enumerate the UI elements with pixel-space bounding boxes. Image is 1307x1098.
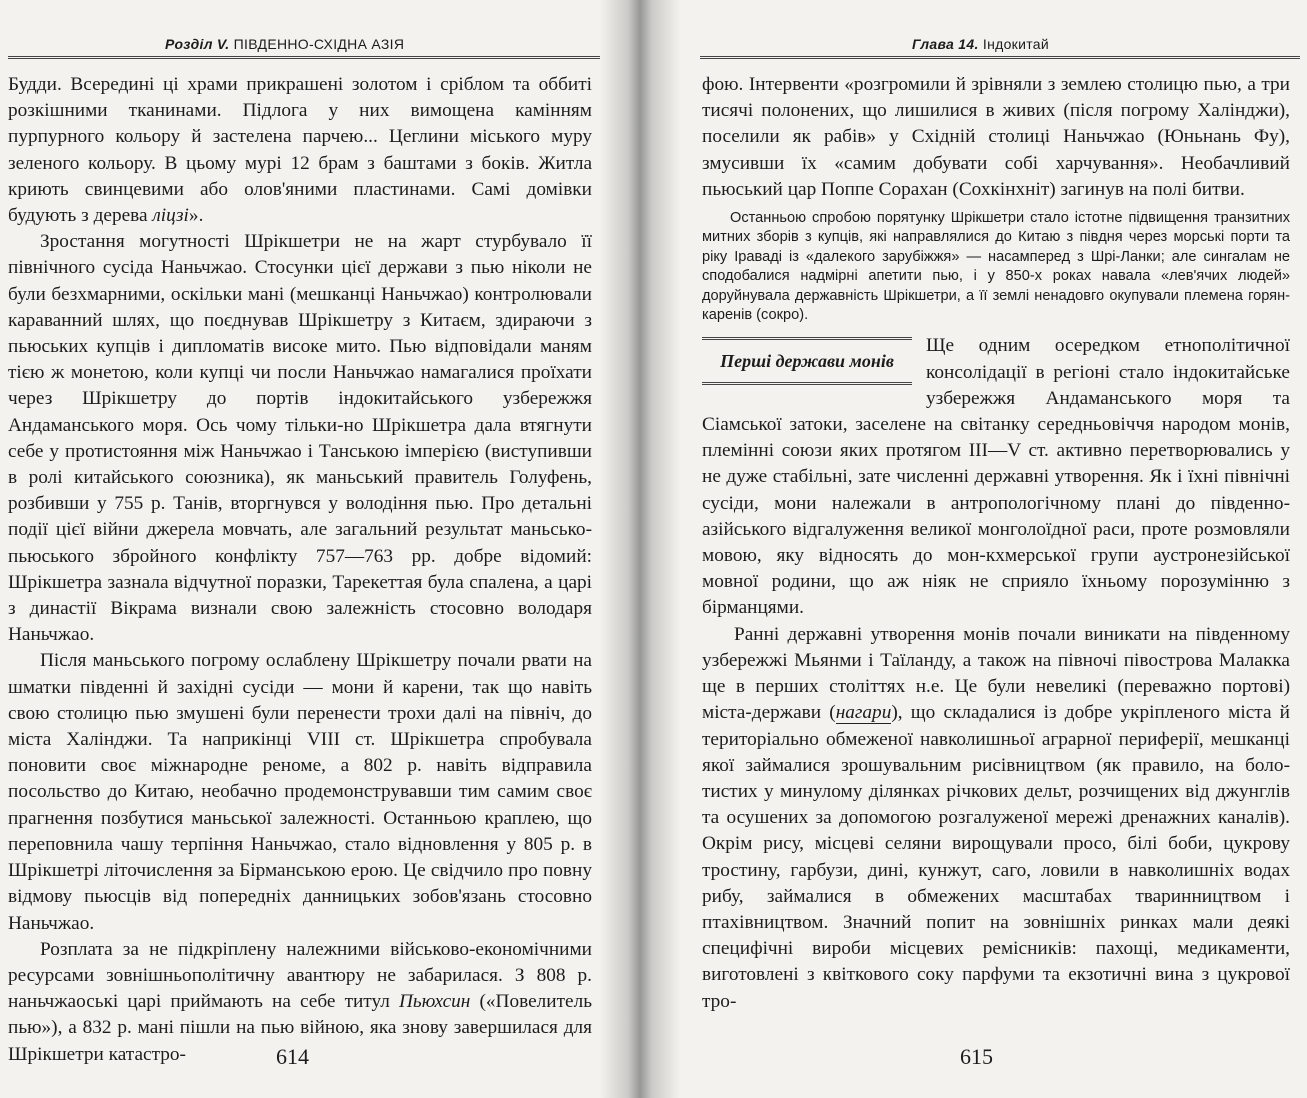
footnote-block [702,209,1290,325]
header-rule [8,56,600,59]
paragraph: Після маньського погрому ослаблену Шрікшетру почали рвати на шматки південні й західні сусіди — мони й карени, так що навіть свою столицю пью змушені були перенести трохи далі на північ, до міста Халінджи. Та наприкінці VIII ст. Шрікшетра спробувала поновити своє міжнародне реноме, а 802 р. навіть відправила посольство до Китаю, необачно продемонструвавши тим самим своє прагнення позбутися маньської залежності. Останньою краплею, що переповнила чашу терпіння Наньчжао, стало відновлення у 805 р. в Шрікшетрі літочислення за Бірманською ерою. Це свідчило про повну відмову пьюсців від попередніх данницьких зобов'язань стосовно Наньчжао. [8,650,592,934]
right-body-text [702,72,1290,1015]
running-head-title: ПІВДЕННО-СХІДНА АЗІЯ [233,36,405,52]
running-head-section: Глава 14. [912,36,979,52]
running-head-left [165,36,404,52]
paragraph: Ще одним осередком етнополітичної консолідації в регіоні стало індокитайське узбережжя Андаманського моря та Сіамської затоки, заселене на світанку середньовіччя народом монів, племінні союзи яких протягом III—V ст. активно перетворювались у не дуже стабільні, зате численні державні утворення. Як і їхні північні сусіди, мони належали в антропологічному плані до південноазійського відгалуження великої монголоїдної раси, проте розмовляли мовою, яку відносять до мон-кхмерської групи аустронезійської мовної родини, що аж ніяк не сприяло їхньому порозумінню з бірманцями. [702,335,1290,619]
paragraph: Будди. Всередині ці храми прикрашені золотом і сріблом та оббиті розкішними тканинами. Підлога у них вимощена камінням пурпурного кольору й застелена парчею... Цеглини міського муру зеленого кольору. В цьому мурі 12 брам з баштами з боків. Житла криють свинцевими або олов'яними пластинами. Самі домівки будують з дерева ліцзі». [8,74,592,227]
section-heading: Перші держави монів [702,337,912,385]
left-page [0,0,632,1098]
right-page [632,0,1307,1098]
section-first-mon-states [702,333,1290,1014]
running-head-title: Індокитай [982,36,1049,52]
paragraph: Зростання могутності Шрікшетри не на жарт стурбувало її північного сусіда Наньчжао. Стосунки цієї держави з пью ніколи не були безхмарними, оскільки мані (мешканці Наньчжао) контролювали караванний шлях, що поєднував Шрікшетру з Китаєм, здираючи з пьюських купців і дипломатів високе мито. Пью відповідали маням тією ж монетою, коли купці чи посли Наньчжао намагалися проїхати через Шрікшетру до портів індокитайського узбережжя Андаманського моря. Ось чому тільки-но Шрікшетра дала втягнути себе у протистояння між Наньчжао і Танською імперією (виступивши в ролі китайського союзника), як маньський правитель Голуфень, розбивши у 755 р. Танів, вторгнувся у володіння пью. Про детальні події цієї війни джерела мовчать, але загальний результат маньсько-пьюського збройного конфлікту 757—763 рр. добре відомий: Шрікшетра зазнала відчутної поразки, Тарекеттая була спалена, а царі з династії Вікрама визнали свою залежність стосовно володаря Наньчжао. [8,231,592,646]
running-head-section: Розділ V. [165,36,230,52]
header-rule [700,56,1300,59]
paragraph: Ранні державні утворення монів почали виникати на південному узбережжі Мьянми і Таїланду, а також на півночі півострова Малакка ще в перших століттях н.е. Це були невеликі (переважно портові) міста-держави (нагари), що складалися із добре укріпленого міста й територіально обмеженої навколишньої аграрної периферії, мешканці якої займалися зрошувальним рисівництвом (як правило, на болотистих у минулому ділянках річкових дельт, розчищених від джунглів та осушених за допомогою розгалуженої мережі дренажних каналів). Окрім рису, місцеві селяни вирощували просо, білі боби, цукрову тростину, гарбузи, дині, кунжут, саго, ловили в навколишніх водах рибу, займалися в обмежених масштабах тваринництвом і птахівництвом. Значний попит на зовнішніх ринках мали деякі специфічні вироби місцевих ремісників: пахощі, медикаменти, виготовлені з квіткового соку парфуми та екзотичні вина з цукрової тро- [702,623,1290,1012]
page-number-right: 615 [960,1044,993,1069]
paragraph: Розплата за не підкріплену належними військово-економічними ресурсами зовнішньополітичну авантюру не забарилася. З 808 р. наньчжаоські царі приймають на себе титул Пьюхсин («Повелитель пью»), а 832 р. мані пішли на пью війною, яка знову завершилася для Шрікшетри катастро- [8,938,592,1065]
note-text: Останньою спробою порятунку Шрікшетри стало істотне підвищення транзитних митних зборів з купців, які направлялися до Китаю з півдня через морські порти та ріку Іраваді із «далекого зарубіжжя» — насамперед з Шрі-Ланки; але сингалам не сподобалися надмірні апетити пью, і у 850-х роках навала «лев'ячих людей» доруйнувала державність Шрікшетри, а її землі ненадовго окупували племена горян-каренів (сокро). [702,210,1290,324]
running-head-right [912,36,1049,52]
page-number-left: 614 [276,1044,309,1069]
left-body-text [8,72,592,1068]
paragraph: фою. Інтервенти «розгромили й зрівняли з землею столицю пью, а три тисячі полонених, що лишилися в живих (після погрому Халінджи), поселили як рабів» у Східній столиці Наньчжао (Юньнань Фу), змусивши їх «самим добувати собі харчування». Необачливий пьюський цар Поппе Сорахан (Сохкінхніт) загинув на полі битви. [702,74,1290,200]
